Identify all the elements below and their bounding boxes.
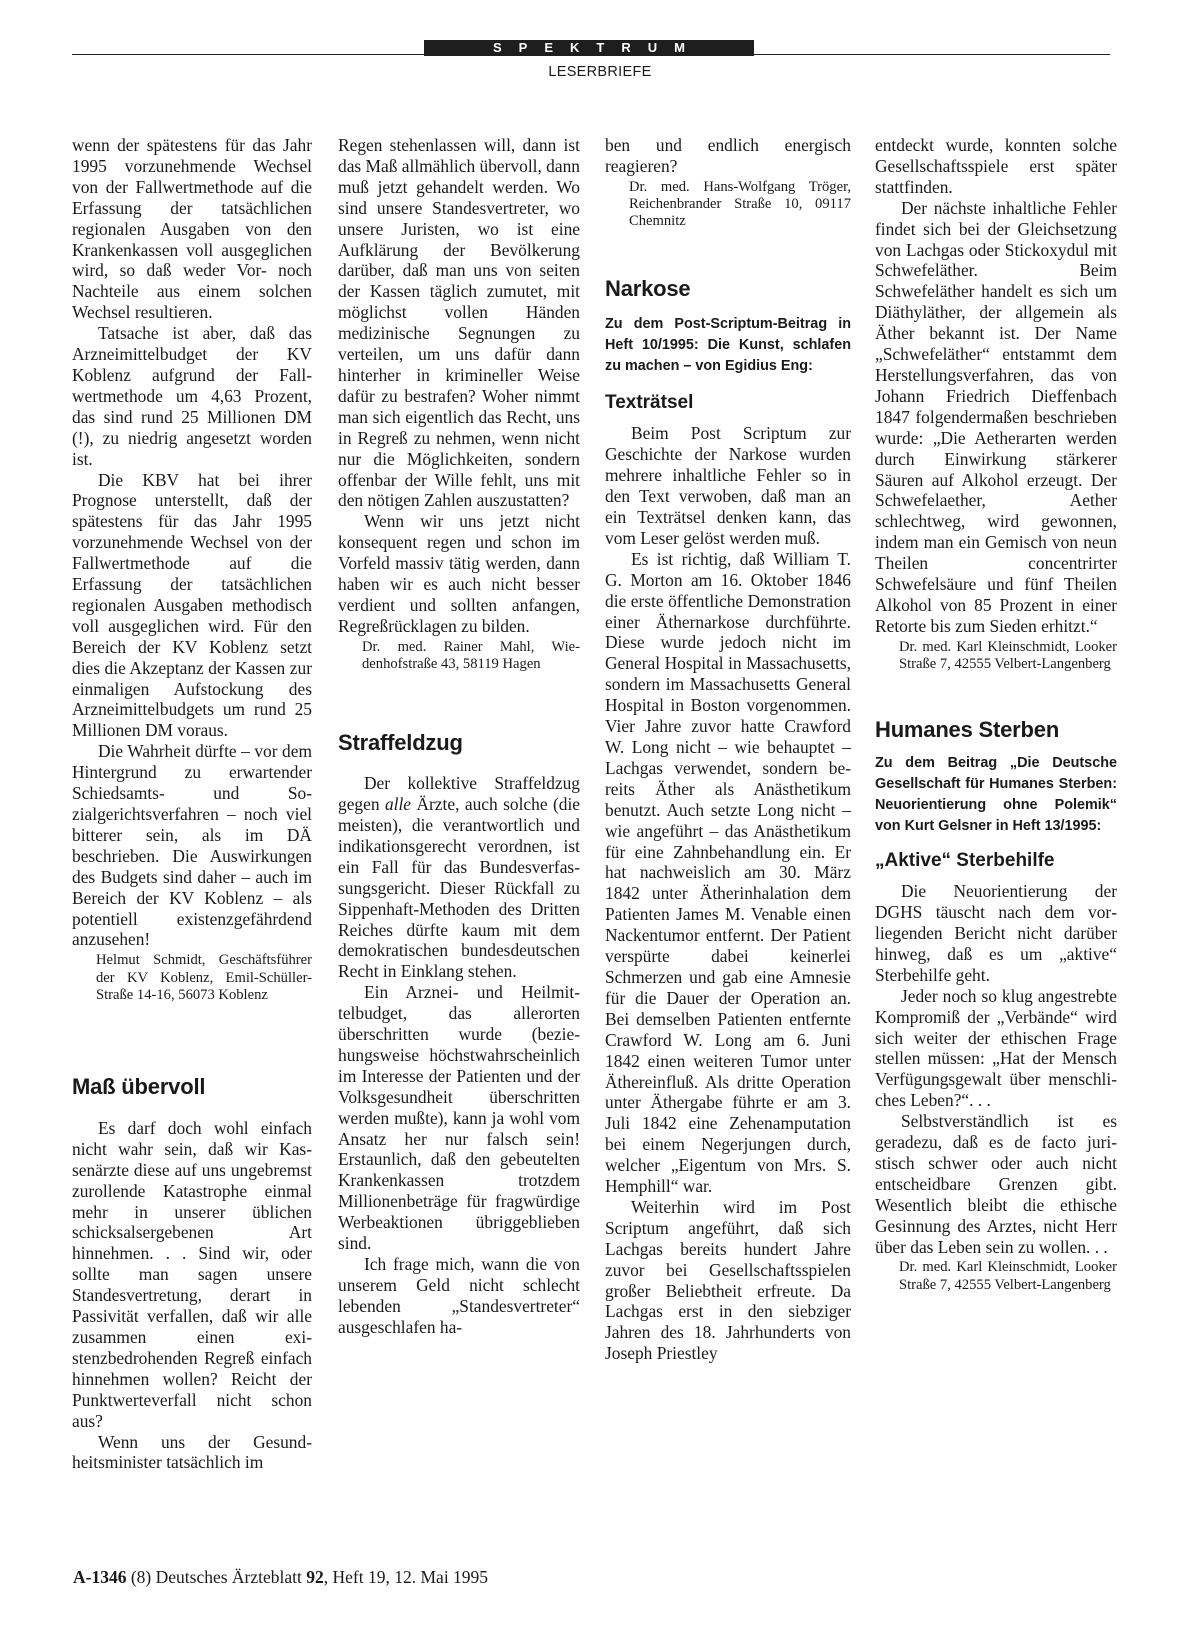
paragraph: Die Neuorientierung der DGHS täuscht nach dem vorliegenden Bericht nicht darüber hinweg, daß es um „aktive“ Sterbehilfe geht. <box>875 881 1117 985</box>
paragraph: Beim Post Scriptum zur Geschichte der Narkose wurden mehrere inhaltliche Fehler so in den Text verwoben, daß man an ein Texträtsel denken kann, das vom Leser gelöst werden muß. <box>605 423 851 548</box>
paragraph: Ein Arznei- und Heilmittelbudget, das allerorten überschritten wurde (beziehungsweise höchstwahrscheinlich im Interesse der Patienten und der Volksgesundheit überschritten werden mußte), kann ja wohl vom Ansatz her nur falsch sein! Erstaunlich, daß den gebeutelten Krankenkassen trotzdem Millionenbeträge für fragwürdige Werbeaktionen übriggeblieben sind. <box>338 982 580 1254</box>
letter-subheading: „Aktive“ Sterbehilfe <box>875 850 1055 872</box>
paragraph: entdeckt wurde, konnten solche Gesellschaftsspiele erst später stattfinden. <box>875 135 1117 197</box>
paragraph: wenn der spätestens für das Jahr 1995 vorzunehmende Wechsel von der Fallwertmethode auf die Erfassung der tatsächlichen regionalen Ausgaben von den Krankenkassen voll ausgeglichen wird, so daß weder Vor- noch Nachteile aus einem solchen Wechsel resultieren. <box>72 135 312 323</box>
paragraph: Die Wahrheit dürfte – vor dem Hintergrund zu erwartender Schiedsamts- und Sozialgerichtsverfahren – noch viel bitterer sein, als im DÄ beschrieben. Die Auswirkungen des Budgets sind daher – auch im Bereich der KV Koblenz – als potentiell existenzgefährdend anzusehen! <box>72 741 312 950</box>
paragraph: Die KBV hat bei ihrer Prognose unterstellt, daß der spätestens für das Jahr 1995 vorzunehmende Wechsel von der Fallwertmethode auf die Erfassung der tatsächlichen regionalen Ausgaben methodisch voll ausgeglichen wird. Für den Bereich der KV Koblenz setzt dies die Akzeptanz der Kassen zur einmaligen Aufstockung des Arzneimittelbudgets um rund 25 Millionen DM voraus. <box>72 469 312 741</box>
paragraph: Wenn uns der Gesundheitsminister tatsächlich im <box>72 1431 312 1473</box>
letter-signature: Dr. med. Rainer Mahl, Wiedenhofstraße 43, 58119 Hagen <box>362 638 580 672</box>
letter-signature: Dr. med. Hans-Wolfgang Tröger, Reichenbrander Straße 10, 09117 Chemnitz <box>629 178 851 230</box>
footer-volume: 92 <box>306 1567 324 1587</box>
letter-heading: Maß übervoll <box>72 1073 206 1099</box>
letter-intro: Zu dem Post-Scriptum-Beitrag in Heft 10/1995: Die Kunst, schlafen zu machen – von Egidius Eng: <box>605 316 851 375</box>
paragraph: Es darf doch wohl einfach nicht wahr sein, daß wir Kassenärzte diese auf uns ungebremst zurollende Katastrophe einmal mehr in unserer üblichen schicksalsergebenen Art hinnehmen. . . Sind wir, oder sollte man sagen unsere Standesvertretung, derart in Passivität verfallen, daß wir alle zusammen einen existenzbedrohenden Regreß einfach hinnehmen wollen? Reicht der Punktwerteverfall nicht schon aus? <box>72 1117 312 1431</box>
paragraph: Tatsache ist aber, daß das Arzneimittelbudget der KV Koblenz aufgrund der Fallwertmethode um 4,63 Prozent, das sind rund 25 Millionen DM (!), zu niedrig angesetzt worden ist. <box>72 323 312 469</box>
paragraph: Ich frage mich, wann die von unserem Geld nicht schlecht lebenden „Standesvertreter“ ausgeschlafen ha- <box>338 1254 580 1337</box>
paragraph: Weiterhin wird im Post Scriptum angeführt, daß sich Lachgas bereits hundert Jahre zuvor bei Gesellschaftsspielen großer Beliebtheit erfreute. Da Lachgas erst in den siebziger Jahren des 18. Jahrhunderts von Joseph Priestley <box>605 1196 851 1364</box>
column-3 <box>605 135 851 1364</box>
column-1 <box>72 135 312 1473</box>
paragraph: Jeder noch so klug angestrebte Kompromiß der „Verbände“ wird sich weiter der ethischen Frage stellen müssen: „Hat der Mensch Verfügungsgewalt über menschliches Leben?“. . . <box>875 985 1117 1111</box>
subsection-label: LESERBRIEFE <box>548 64 652 80</box>
letter-signature: Dr. med. Karl Kleinschmidt, Looker Straße 7, 42555 Velbert-Langenberg <box>899 638 1117 672</box>
letter-signature: Dr. med. Karl Kleinschmidt, Looker Straße 7, 42555 Velbert-Langenberg <box>899 1259 1117 1293</box>
column-4 <box>875 135 1117 1294</box>
page-footer <box>73 1567 488 1588</box>
paragraph: Wenn wir uns jetzt nicht konsequent regen und schon im Vorfeld massiv tätig werden, dann haben wir es auch nicht besser verdient und sollten anfangen, Regreßrücklagen zu bilden. <box>338 511 580 636</box>
footer-journal: (8) Deutsches Ärzteblatt <box>130 1567 302 1587</box>
paragraph: ben und endlich energisch reagieren? <box>605 135 851 176</box>
letter-subheading: Texträtsel <box>605 392 694 414</box>
letter-heading: Narkose <box>605 276 691 302</box>
letter-heading: Straffeldzug <box>338 730 463 756</box>
letter-intro: Zu dem Beitrag „Die Deutsche Gesellschaft für Humanes Sterben: Neuorientierung ohne Polemik“ von Kurt Gelsner in Heft 13/1995: <box>875 755 1117 835</box>
section-label: SPEKTRUM <box>424 40 754 56</box>
text-run: Der kollektive Straffeldzug gegen <box>338 773 580 815</box>
paragraph: Der nächste inhaltliche Fehler findet sich bei der Gleichsetzung von Lachgas oder Stickoxydul mit Schwefeläther. Beim Schwefeläther handelt es sich um Diäthyläther, der allgemein als Äther bekannt ist. Der Name „Schwefeläther“ entstammt dem Herstellungsverfahren, das von Johann Friedrich Dieffenbach 1847 folgendermaßen beschrieben wurde: „Die Aetherarten werden durch Einwirkung stärkerer Säuren auf Alkohol erzeugt. Der Schwefelaether, Aether schlechtweg, wird gewonnen, indem man ein Gemisch von neun Theilen concentrirter Schwefelsäure und fünf Theilen Alkohol von 85 Prozent in einer Retorte bis zum Sieden erhitzt.“ <box>875 197 1117 636</box>
paragraph: Selbstverständlich ist es geradezu, daß es de facto juristisch schwer oder auch nicht entscheidbare Grenzen gibt. Wesentlich bleibt die ethische Gesinnung des Arztes, nicht Herr über das Leben sein zu wollen. . . <box>875 1111 1117 1257</box>
paragraph: Regen stehenlassen will, dann ist das Maß allmählich übervoll, dann muß jetzt gehandelt werden. Wo sind unsere Standesvertreter, wo unsere Juristen, wo ist eine Aufklärung der Bevölkerung darüber, daß man uns von seiten der Kassen täglich zumutet, mit möglichst vollen Händen medizinische Segnungen zu verteilen, um uns dafür dann hinterher in krimineller Weise dafür zu bestrafen? Woher nimmt man sich eigentlich das Recht, uns in Regreß zu nehmen, wenn nicht nur die Möglichkeiten, sondern offenbar der Wille fehlt, uns mit den nötigen Zahlen auszustatten? <box>338 135 580 511</box>
footer-issue: , Heft 19, 12. Mai 1995 <box>323 1567 489 1587</box>
paragraph <box>338 773 580 982</box>
emphasis-text: alle <box>384 794 412 815</box>
text-run: Ärzte, auch solche (die meisten), die verantwortlich und indikationsgerecht verordnen, ist ein Fall für das Bundesverfassungsgericht. Dieser Rückfall zu Sippenhaft-Methoden des Dritten Reiches dürfte kaum mit dem demokratischen bundesdeutschen Recht in Einklang stehen. <box>338 794 580 982</box>
column-2 <box>338 135 580 1338</box>
letter-heading: Humanes Sterben <box>875 717 1060 743</box>
letter-signature: Helmut Schmidt, Geschäftsführer der KV Koblenz, Emil-Schüller-Straße 14-16, 56073 Koblenz <box>96 952 312 1003</box>
page-number: A-1346 <box>73 1567 127 1587</box>
paragraph: Es ist richtig, daß William T. G. Morton am 16. Oktober 1846 die erste öffentliche Demonstration einer Äthernarkose durchführte. Diese wurde jedoch nicht im General Hospital in Massachusetts, sondern im Massachusetts General Hospital in Boston vorgenommen. Vier Jahre zuvor hatte Crawford W. Long nicht – wie behauptet – Lachgas verwendet, sondern bereits Äther als Anästhetikum benutzt. Auch setzte Long nicht – wie angeführt – das Anästhetikum für eine Zahnbehandlung ein. Er hat nachweislich am 30. März 1842 unter Ätherinhalation dem Patienten James M. Venable einen Nackentumor entfernt. Der Patient verspürte dabei keinerlei Schmerzen und gab eine Amnesie für die Dauer der Operation an. Bei demselben Patienten entfernte Crawford W. Long am 6. Juni 1842 einen weiteren Tumor unter Äthereinfluß. Als dritte Operation unter Äthergabe führte er am 3. Juli 1842 eine Zehenamputation bei einem Negerjungen durch, welcher „Eigentum von Mrs. S. Hemphill“ war. <box>605 548 851 1197</box>
